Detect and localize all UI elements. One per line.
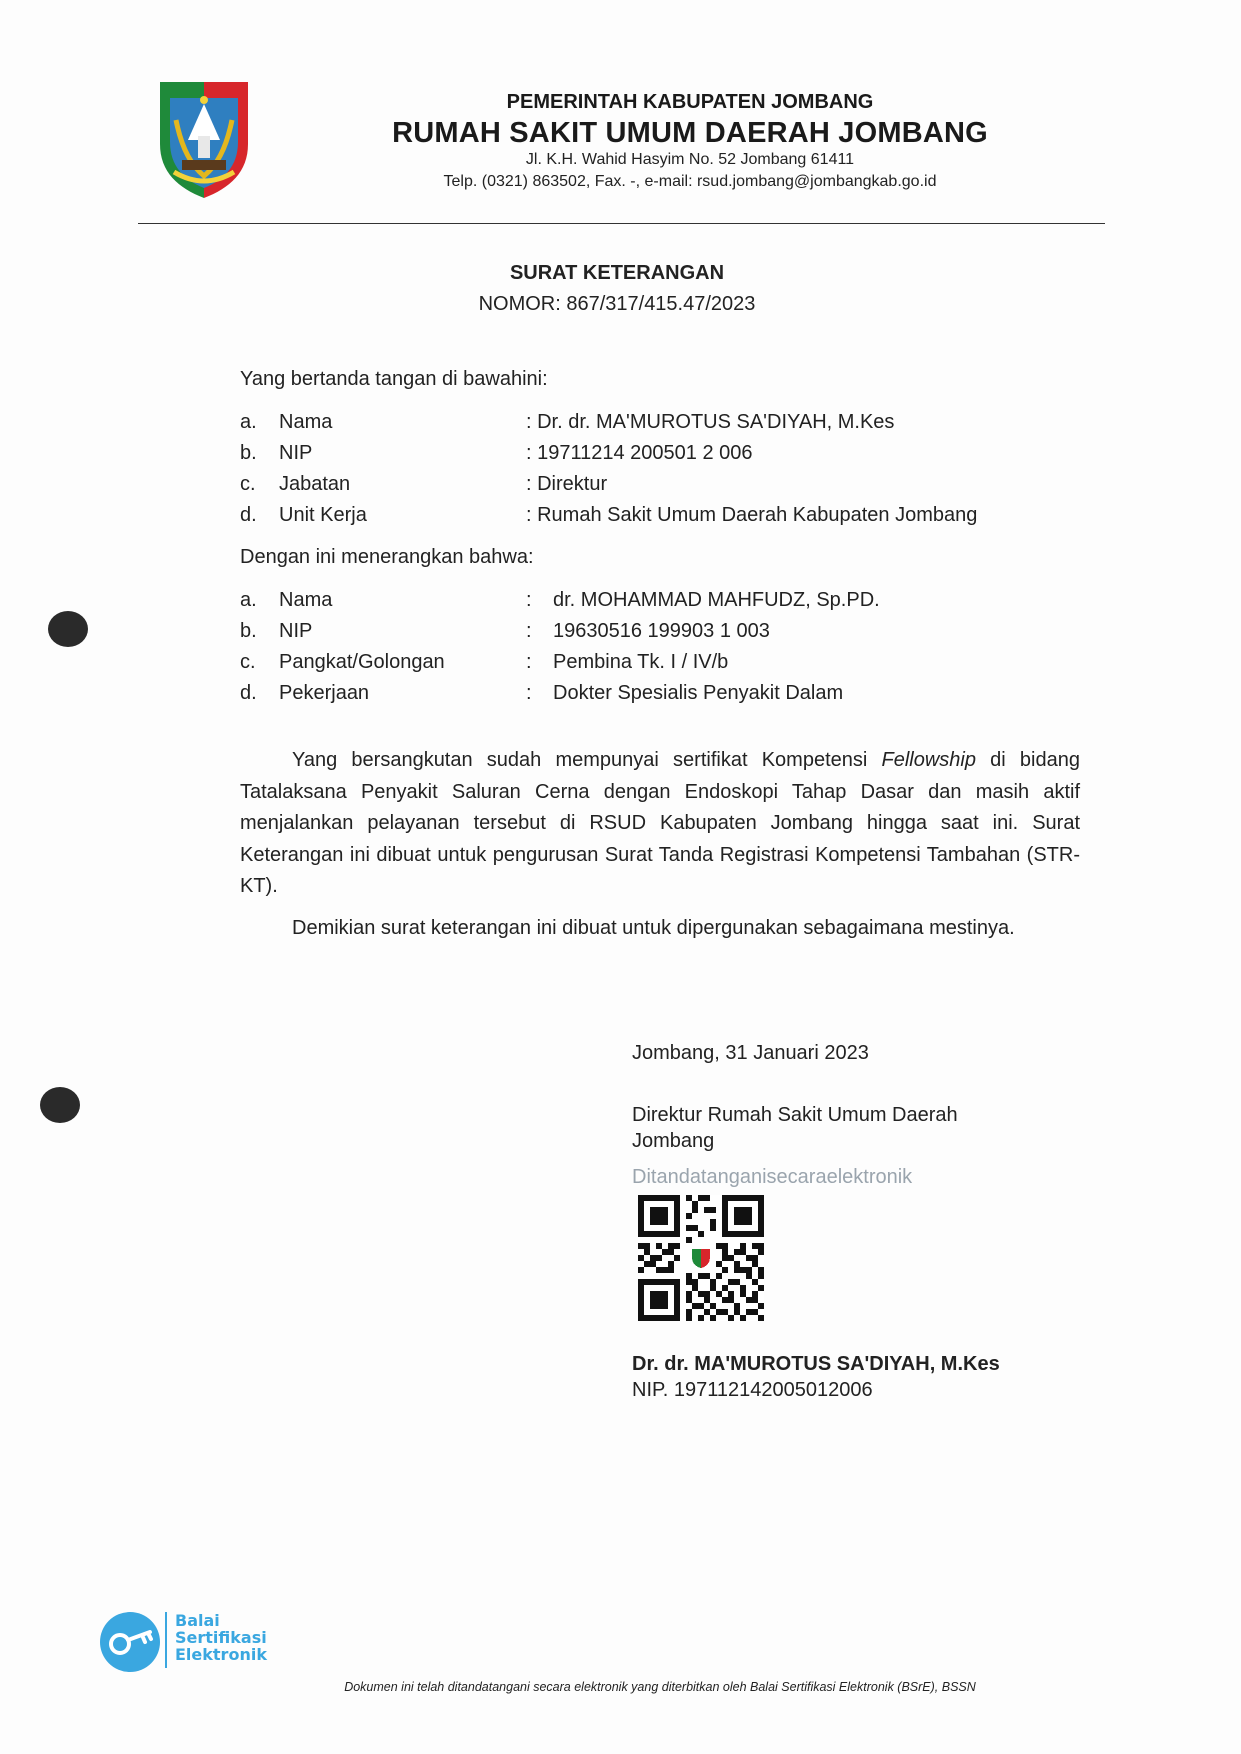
signatory-row-unit xyxy=(0,504,1241,535)
row-colon: : xyxy=(526,651,532,673)
row-value: : 19711214 200501 2 006 xyxy=(526,442,753,464)
signatory-name: Dr. dr. MA'MUROTUS SA'DIYAH, M.Kes xyxy=(632,1353,1000,1375)
bsre-line-1: Balai xyxy=(175,1611,220,1630)
bsre-divider xyxy=(165,1612,167,1668)
paragraph-text: di bidang Tatalaksana Penyakit Saluran Cerna dengan Endoskopi Tahap Dasar dan masih aktif menjalankan pelayanan tersebut di RSUD Kabupaten Jombang hingga saat ini. Surat Keterangan ini dibuat untuk pengurusan Surat Tanda Registrasi Kompetensi Tambahan (STR-KT). xyxy=(240,749,1080,897)
row-letter: a. xyxy=(240,589,257,611)
row-value: Dokter Spesialis Penyakit Dalam xyxy=(553,682,844,704)
row-letter: d. xyxy=(240,504,257,526)
row-value: : Rumah Sakit Umum Daerah Kabupaten Jombang xyxy=(526,504,978,526)
punch-hole xyxy=(48,611,88,647)
subject-row-nip xyxy=(0,620,1241,651)
qr-code xyxy=(638,1195,764,1321)
punch-hole xyxy=(40,1087,80,1123)
paragraph-text: Yang bersangkutan sudah mempunyai sertifikat Kompetensi xyxy=(292,749,882,771)
body-paragraph-2 xyxy=(240,913,1080,945)
row-label: Nama xyxy=(279,589,333,611)
paragraph-text: Demikian surat keterangan ini dibuat untuk dipergunakan sebagaimana mestinya. xyxy=(292,917,1015,939)
row-letter: c. xyxy=(240,473,256,495)
row-colon: : xyxy=(526,589,532,611)
subject-intro: Dengan ini menerangkan bahwa: xyxy=(240,546,534,568)
subject-row-occupation xyxy=(0,682,1241,713)
row-label: Nama xyxy=(279,411,333,433)
row-value: : Direktur xyxy=(526,473,608,495)
row-label: Jabatan xyxy=(279,473,351,495)
signature-place-date: Jombang, 31 Januari 2023 xyxy=(632,1042,869,1064)
document-title: SURAT KETERANGAN xyxy=(509,262,725,284)
row-label: Pangkat/Golongan xyxy=(279,651,445,673)
footer-note: Dokumen ini telah ditandatangani secara elektronik yang diterbitkan oleh Balai Sertifikasi Elektronik (BSrE), BSSN xyxy=(344,1680,976,1694)
signatory-row-name xyxy=(0,411,1241,442)
row-label: Pekerjaan xyxy=(279,682,370,704)
row-letter: b. xyxy=(240,620,257,642)
row-label: NIP xyxy=(279,620,313,642)
row-value: dr. MOHAMMAD MAHFUDZ, Sp.PD. xyxy=(553,589,880,611)
row-letter: c. xyxy=(240,651,256,673)
row-value: 19630516 199903 1 003 xyxy=(553,620,770,642)
signatory-intro: Yang bertanda tangan di bawahini: xyxy=(240,368,548,390)
body-paragraph-1 xyxy=(240,745,1080,903)
bsre-wordmark xyxy=(175,1612,267,1663)
header-institution: RUMAH SAKIT UMUM DAERAH JOMBANG xyxy=(392,117,988,149)
row-letter: d. xyxy=(240,682,257,704)
row-letter: b. xyxy=(240,442,257,464)
row-colon: : xyxy=(526,682,532,704)
row-colon: : xyxy=(526,620,532,642)
header-contact: Telp. (0321) 863502, Fax. -, e-mail: rsud.jombang@jombangkab.go.id xyxy=(443,173,937,190)
header-address: Jl. K.H. Wahid Hasyim No. 52 Jombang 61411 xyxy=(525,151,855,168)
signatory-row-position xyxy=(0,473,1241,504)
bsre-logo-icon xyxy=(98,1610,162,1674)
paragraph-italic: Fellowship xyxy=(881,749,976,771)
row-label: Unit Kerja xyxy=(279,504,367,526)
e-sign-note: Ditandatanganisecaraelektronik xyxy=(632,1166,913,1188)
document-number: NOMOR: 867/317/415.47/2023 xyxy=(478,293,756,315)
header-government: PEMERINTAH KABUPATEN JOMBANG xyxy=(506,91,874,113)
bsre-line-2: Sertifikasi xyxy=(175,1628,267,1647)
row-label: NIP xyxy=(279,442,313,464)
row-value: : Dr. dr. MA'MUROTUS SA'DIYAH, M.Kes xyxy=(526,411,895,433)
signatory-nip: NIP. 197112142005012006 xyxy=(632,1379,873,1401)
signature-position-line2: Jombang xyxy=(632,1130,715,1152)
row-value: Pembina Tk. I / IV/b xyxy=(553,651,729,673)
jombang-crest-logo xyxy=(158,80,250,200)
subject-row-name xyxy=(0,589,1241,620)
row-letter: a. xyxy=(240,411,257,433)
signature-position-line1: Direktur Rumah Sakit Umum Daerah xyxy=(632,1104,958,1126)
header-divider xyxy=(138,223,1105,224)
subject-row-rank xyxy=(0,651,1241,682)
signatory-row-nip xyxy=(0,442,1241,473)
bsre-line-3: Elektronik xyxy=(175,1645,267,1664)
